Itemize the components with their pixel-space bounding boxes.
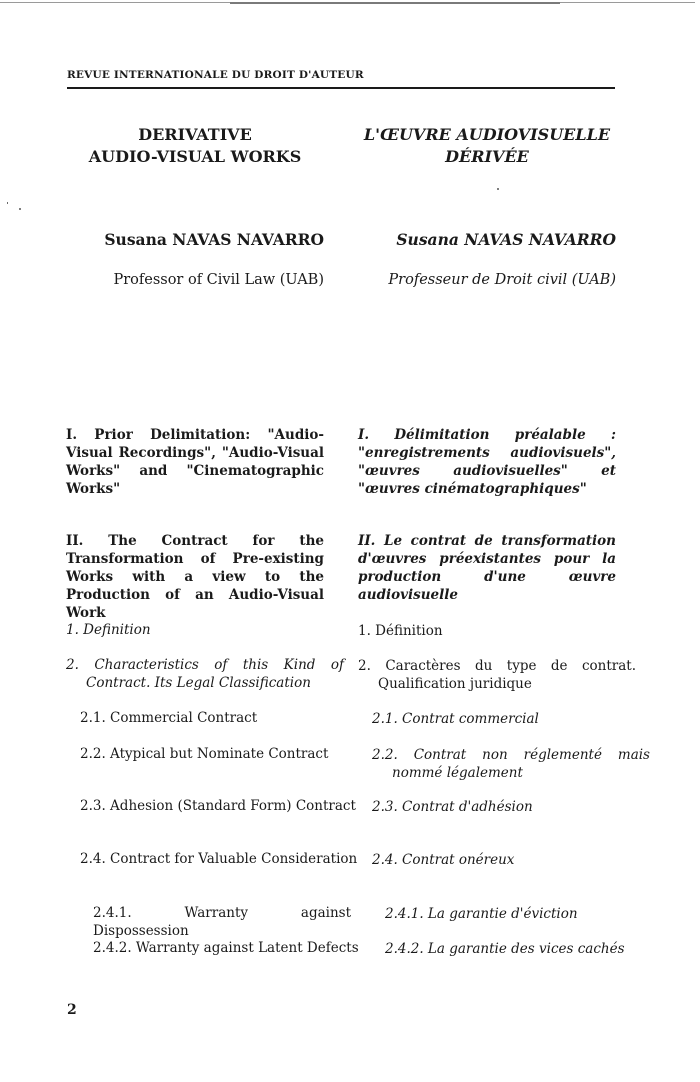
title-fr	[358, 124, 616, 168]
toc-en-item-2-1: 2.1. Commercial Contract	[80, 710, 258, 726]
scan-speck	[497, 188, 499, 190]
author-name-en: Susana NAVAS NAVARRO	[104, 230, 324, 249]
toc-fr-item-2-3: 2.3. Contrat d'adhésion	[372, 799, 533, 815]
running-header: REVUE INTERNATIONALE DU DROIT D'AUTEUR	[67, 69, 364, 81]
title-fr-line2: DÉRIVÉE	[445, 147, 529, 166]
toc-en-item-2-3: 2.3. Adhesion (Standard Form) Contract	[80, 798, 356, 814]
toc-en-section-1: I. Prior Delimitation: "Audio-Visual Recordings", "Audio-Visual Works" and "Cinematographic Works"	[66, 427, 324, 497]
title-en-line2: AUDIO-VISUAL WORKS	[88, 147, 302, 166]
title-en	[66, 124, 324, 168]
toc-en-item-2: 2. Characteristics of this Kind of Contract. Its Legal Classification	[66, 657, 344, 691]
scan-speck	[19, 208, 21, 210]
toc-en-item-2-4: 2.4. Contract for Valuable Consideration	[80, 851, 358, 867]
toc-fr-item-2-1: 2.1. Contrat commercial	[372, 711, 539, 727]
toc-fr-item-1: 1. Définition	[358, 623, 443, 639]
scan-speck	[7, 202, 8, 204]
toc-fr-item-2-2: 2.2. Contrat non réglementé mais nommé légalement	[372, 747, 650, 781]
toc-fr-section-1: I. Délimitation préalable : "enregistrements audiovisuels", "œuvres audiovisuelles" et "œuvres cinématographiques"	[358, 427, 616, 497]
author-name-fr: Susana NAVAS NAVARRO	[396, 230, 616, 249]
top-scan-rule-dark	[230, 2, 560, 4]
title-fr-line1: L'ŒUVRE AUDIOVISUELLE	[363, 125, 611, 144]
title-en-line1: DERIVATIVE	[138, 125, 252, 144]
toc-fr-item-2-4-2: 2.4.2. La garantie des vices cachés	[385, 941, 625, 957]
toc-fr-section-2: II. Le contrat de transformation d'œuvres préexistantes pour la production d'une œuvre audiovisuelle	[358, 533, 616, 603]
page-number: 2	[67, 1002, 77, 1018]
toc-en-item-2-4-1: 2.4.1. Warranty against Dispossession	[93, 905, 351, 939]
toc-en-section-2: II. The Contract for the Transformation of Pre-existing Works with a view to the Production of an Audio-Visual Work	[66, 533, 324, 621]
toc-en-item-2-4-2: 2.4.2. Warranty against Latent Defects	[93, 940, 359, 956]
toc-fr-item-2-4: 2.4. Contrat onéreux	[372, 852, 515, 868]
toc-fr-item-2-4-1: 2.4.1. La garantie d'éviction	[385, 906, 578, 922]
toc-en-item-1: 1. Definition	[66, 622, 151, 638]
author-affiliation-en: Professor of Civil Law (UAB)	[113, 272, 324, 288]
toc-en-item-2-2: 2.2. Atypical but Nominate Contract	[80, 746, 329, 762]
toc-fr-item-2: 2. Caractères du type de contrat. Qualification juridique	[358, 658, 636, 692]
header-rule	[67, 87, 615, 89]
author-affiliation-fr: Professeur de Droit civil (UAB)	[388, 272, 616, 288]
